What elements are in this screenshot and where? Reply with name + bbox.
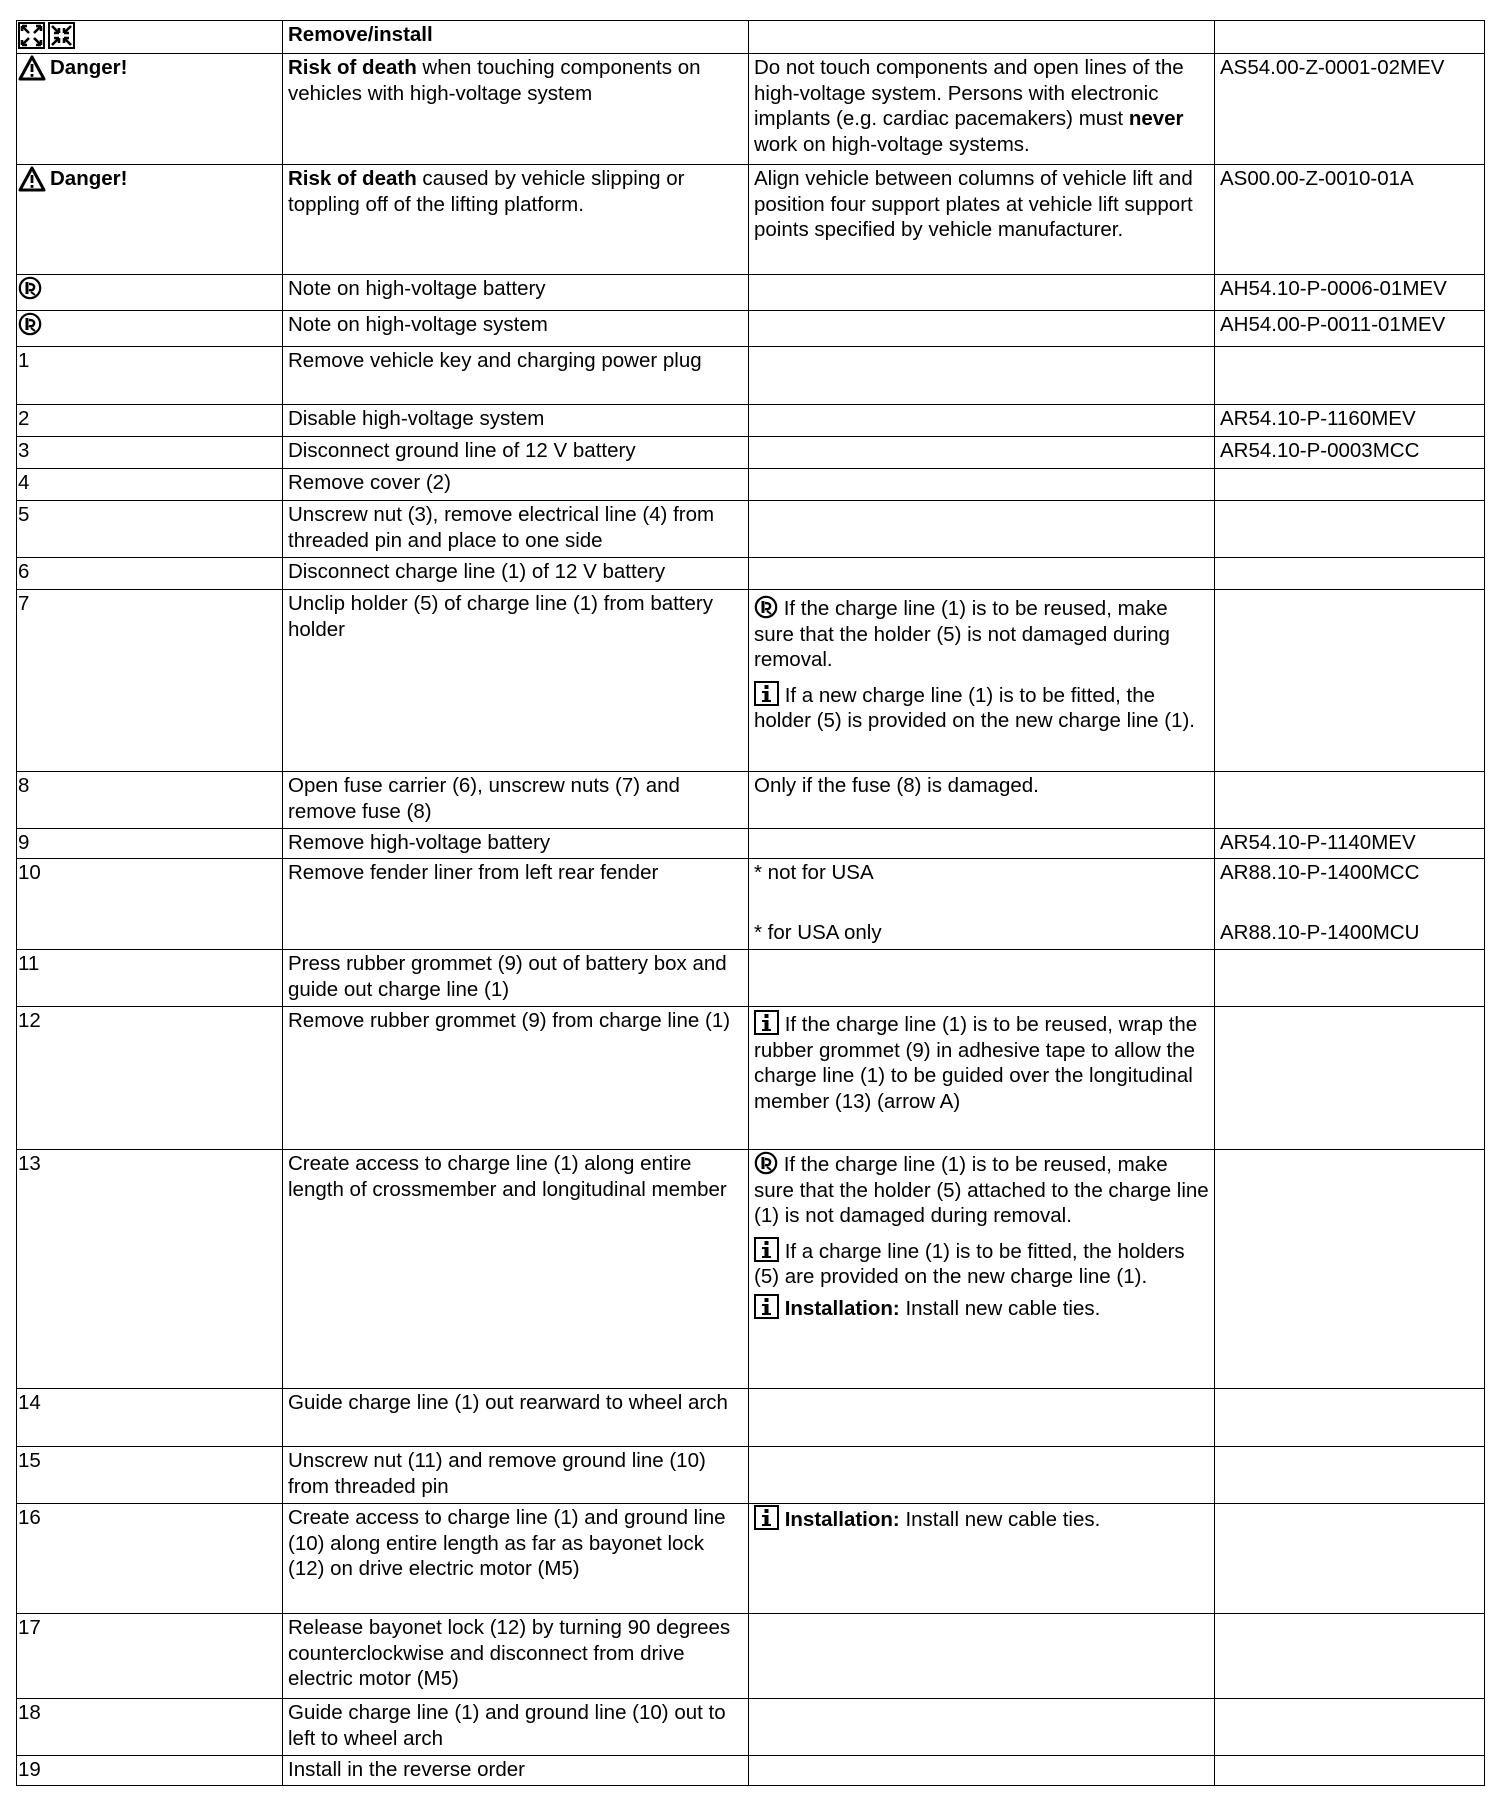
step-number: 5: [17, 501, 283, 558]
step-text: Remove fender liner from left rear fender: [283, 859, 749, 950]
step-row: [17, 1150, 1485, 1389]
danger-label: Danger!: [18, 55, 127, 81]
step-text: Unscrew nut (3), remove electrical line (4) from threaded pin and place to one side: [283, 501, 749, 558]
note-circle-icon: [754, 1151, 778, 1175]
doc-reference: AS00.00-Z-0010-01A: [1215, 165, 1485, 275]
step-row: [17, 437, 1485, 469]
note-circle-icon: [754, 595, 778, 619]
step-number: 14: [17, 1389, 283, 1447]
note-row: Note on high-voltage battery AH54.10-P-0006-01MEV: [17, 275, 1485, 311]
step-row: [17, 347, 1485, 405]
step-number: 13: [17, 1150, 283, 1389]
step-number: 3: [17, 437, 283, 469]
step-number: 17: [17, 1614, 283, 1699]
step-row: [17, 829, 1485, 859]
step-text: Guide charge line (1) and ground line (10) out to left to wheel arch: [283, 1699, 749, 1756]
step-row: [17, 772, 1485, 829]
step-row: [17, 1699, 1485, 1756]
step-number: 4: [17, 469, 283, 501]
step-number: 12: [17, 1007, 283, 1150]
step-number: 7: [17, 590, 283, 772]
step-number: 2: [17, 405, 283, 437]
doc-reference: AR54.10-P-0003MCC: [1215, 437, 1485, 469]
note-circle-icon: [18, 276, 42, 300]
note-circle-icon: [18, 312, 42, 336]
info-icon: [754, 1294, 779, 1319]
info-icon: [754, 1505, 779, 1530]
risk-description: Risk of death caused by vehicle slipping or toppling off of the lifting platform.: [283, 165, 749, 275]
step-text: Remove cover (2): [283, 469, 749, 501]
step-notes: If the charge line (1) is to be reused, make sure that the holder (5) is not damaged during removal. If a new charge line (1) is to be fitted, the holder (5) is provided on the new charge line (1).: [749, 590, 1215, 772]
step-text: Install in the reverse order: [283, 1756, 749, 1786]
step-number: 9: [17, 829, 283, 859]
step-text: Release bayonet lock (12) by turning 90 degrees counterclockwise and disconnect from drive electric motor (M5): [283, 1614, 749, 1699]
step-row: [17, 558, 1485, 590]
danger-row: [17, 165, 1485, 275]
step-number: 8: [17, 772, 283, 829]
step-row: [17, 405, 1485, 437]
step-row: [17, 1389, 1485, 1447]
step-row: [17, 1504, 1485, 1614]
note-row: Note on high-voltage system AH54.00-P-0011-01MEV: [17, 311, 1485, 347]
step-row: [17, 501, 1485, 558]
header-row: [17, 21, 1485, 54]
step-row: [17, 590, 1485, 772]
step-number: 1: [17, 347, 283, 405]
step-number: 19: [17, 1756, 283, 1786]
risk-description: Risk of death when touching components on vehicles with high-voltage system: [283, 54, 749, 165]
header-title: Remove/install: [283, 21, 749, 54]
danger-label: Danger!: [18, 166, 127, 192]
step-notes: * not for USA * for USA only: [749, 859, 1215, 950]
step-text: Create access to charge line (1) and ground line (10) along entire length as far as bayonet lock (12) on drive electric motor (M5): [283, 1504, 749, 1614]
remove-icon: [18, 22, 45, 49]
doc-reference: AH54.10-P-0006-01MEV: [1215, 275, 1485, 311]
step-text: Remove high-voltage battery: [283, 829, 749, 859]
step-notes: If the charge line (1) is to be reused, wrap the rubber grommet (9) in adhesive tape to allow the charge line (1) to be guided over the longitudinal member (13) (arrow A): [749, 1007, 1215, 1150]
danger-row: [17, 54, 1485, 165]
step-text: Guide charge line (1) out rearward to wheel arch: [283, 1389, 749, 1447]
step-row: [17, 1756, 1485, 1786]
step-row: [17, 1614, 1485, 1699]
info-icon: [754, 1010, 779, 1035]
step-notes: If the charge line (1) is to be reused, make sure that the holder (5) attached to the charge line (1) is not damaged during removal. If a charge line (1) is to be fitted, the holders (5) are provided on the new charge line (1). Installation: Install new cable ties.: [749, 1150, 1215, 1389]
step-number: 10: [17, 859, 283, 950]
step-number: 16: [17, 1504, 283, 1614]
warning-triangle-icon: [18, 166, 46, 192]
step-text: Remove rubber grommet (9) from charge line (1): [283, 1007, 749, 1150]
warning-triangle-icon: [18, 55, 46, 81]
step-text: Remove vehicle key and charging power plug: [283, 347, 749, 405]
info-icon: [754, 1237, 779, 1262]
step-row: [17, 1007, 1485, 1150]
doc-reference: AH54.00-P-0011-01MEV: [1215, 311, 1485, 347]
doc-reference: AS54.00-Z-0001-02MEV: [1215, 54, 1485, 165]
doc-reference: AR54.10-P-1140MEV: [1215, 829, 1485, 859]
step-notes: Installation: Install new cable ties.: [749, 1504, 1215, 1614]
step-text: Disconnect charge line (1) of 12 V battery: [283, 558, 749, 590]
step-row: [17, 469, 1485, 501]
doc-reference: AR88.10-P-1400MCC AR88.10-P-1400MCU: [1215, 859, 1485, 950]
step-note: Only if the fuse (8) is damaged.: [749, 772, 1215, 829]
doc-reference: AR54.10-P-1160MEV: [1215, 405, 1485, 437]
step-row: [17, 950, 1485, 1007]
info-icon: [754, 681, 779, 706]
step-text: Unscrew nut (11) and remove ground line (10) from threaded pin: [283, 1447, 749, 1504]
procedure-table: [16, 20, 1485, 1786]
step-text: Disable high-voltage system: [283, 405, 749, 437]
step-number: 6: [17, 558, 283, 590]
step-row: [17, 859, 1485, 950]
step-number: 11: [17, 950, 283, 1007]
header-icons: [17, 21, 283, 54]
step-text: Unclip holder (5) of charge line (1) from battery holder: [283, 590, 749, 772]
step-text: Create access to charge line (1) along entire length of crossmember and longitudinal member: [283, 1150, 749, 1389]
step-number: 18: [17, 1699, 283, 1756]
step-number: 15: [17, 1447, 283, 1504]
step-text: Disconnect ground line of 12 V battery: [283, 437, 749, 469]
danger-note: Do not touch components and open lines of the high-voltage system. Persons with electronic implants (e.g. cardiac pacemakers) must never work on high-voltage systems.: [749, 54, 1215, 165]
install-icon: [48, 22, 75, 49]
step-text: Press rubber grommet (9) out of battery box and guide out charge line (1): [283, 950, 749, 1007]
step-text: Open fuse carrier (6), unscrew nuts (7) and remove fuse (8): [283, 772, 749, 829]
danger-note: Align vehicle between columns of vehicle lift and position four support plates at vehicle lift support points specified by vehicle manufacturer.: [749, 165, 1215, 275]
step-row: [17, 1447, 1485, 1504]
